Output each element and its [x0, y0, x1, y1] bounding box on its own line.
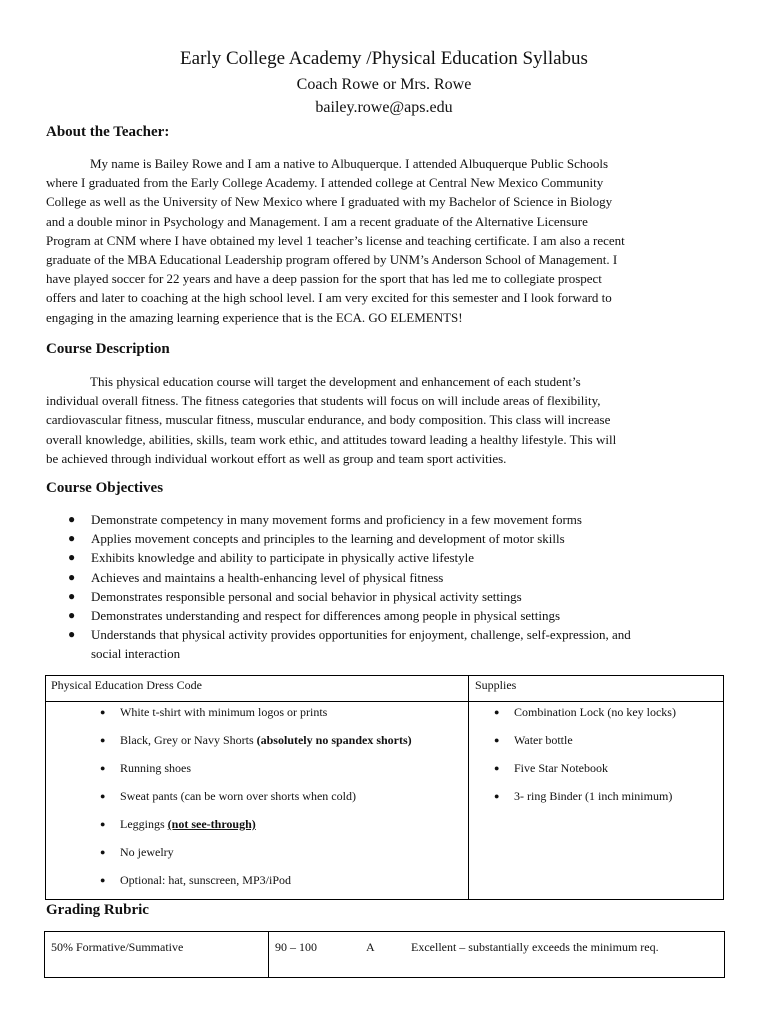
objective-item: ● Achieves and maintains a health-enhancing level of physical fitness [68, 568, 738, 587]
coach-name: Coach Rowe or Mrs. Rowe [296, 76, 472, 93]
bullet-icon: ● [68, 569, 76, 584]
dress-code-item: ● Optional: hat, sunscreen, MP3/iPod [100, 873, 291, 887]
description-paragraph [46, 372, 730, 468]
objective-item: ● Exhibits knowledge and ability to participate in physically active lifestyle [68, 548, 738, 567]
dress-code-item: ● Leggings (not see-through) [100, 817, 256, 831]
about-line: have played soccer for 22 years and have a deep passion for the sport that has led me to collegiate prospect [46, 271, 602, 287]
bullet-icon: ● [68, 627, 76, 642]
objectives-list [68, 510, 738, 664]
dress-code-header: Physical Education Dress Code [51, 678, 202, 692]
dress-code-item: ● Running shoes [100, 761, 192, 775]
bullet-icon: ● [100, 763, 106, 773]
bullet-icon: ● [100, 819, 106, 829]
bullet-icon: ● [68, 550, 76, 565]
description-heading: Course Description [46, 341, 170, 357]
dress-code-item: ● White t-shirt with minimum logos or prints [100, 705, 328, 719]
bullet-icon: ● [100, 791, 106, 801]
bullet-icon: ● [100, 875, 106, 885]
teacher-email: bailey.rowe@aps.edu [315, 99, 453, 116]
objective-item: ● Understands that physical activity provides opportunities for enjoyment, challenge, self-expression, and social interaction [68, 627, 631, 662]
description-line: This physical education course will target the development and enhancement of each student’s [90, 374, 581, 389]
about-line: and a double minor in Psychology and Management. I am a recent graduate of the Alternative Licensure [46, 213, 588, 229]
objective-item: ● Demonstrates understanding and respect for differences among people in physical settings [68, 606, 738, 625]
table-divider [468, 675, 469, 899]
supply-item: ● 3- ring Binder (1 inch minimum) [494, 789, 673, 803]
bullet-icon: ● [494, 791, 500, 801]
objective-item: ● Applies movement concepts and principles to the learning and development of motor skills [68, 529, 738, 548]
dress-code-item: ● Sweat pants (can be worn over shorts when cold) [100, 789, 356, 803]
objective-item: ● Demonstrate competency in many movement forms and proficiency in a few movement forms [68, 510, 738, 529]
dress-code-item: ● Black, Grey or Navy Shorts (absolutely no spandex shorts) [100, 733, 412, 747]
table-divider [268, 931, 269, 977]
about-line: College as well as the University of New Mexico where I graduated with my Bachelor of Science in Biology [46, 194, 613, 210]
about-line: graduate of the MBA Educational Leadership program offered by UNM’s Anderson School of Management. I [46, 252, 618, 268]
supply-item: ● Five Star Notebook [494, 761, 608, 775]
description-line: cardiovascular fitness, muscular fitness, muscular endurance, and body composition. This class will increase [46, 412, 611, 428]
bullet-icon: ● [100, 707, 106, 717]
about-line: Program at CNM where I have obtained my level 1 teacher’s license and teaching certificate. I am also a recent [46, 232, 625, 248]
rubric-range: 90 – 100 [275, 940, 317, 954]
bullet-icon: ● [494, 707, 500, 717]
table-divider [45, 701, 723, 702]
bullet-icon: ● [68, 531, 76, 546]
bullet-icon: ● [68, 588, 76, 603]
about-line: where I graduated from the Early College Academy. I attended college at Central New Mexico Community [46, 175, 604, 191]
objectives-heading: Course Objectives [46, 480, 164, 496]
bullet-icon: ● [100, 847, 106, 857]
bullet-icon: ● [68, 512, 76, 526]
description-line: overall knowledge, abilities, skills, team work ethic, and attitudes toward leading a healthy lifestyle. This will [46, 431, 617, 447]
dress-code-list [100, 704, 412, 900]
bullet-icon: ● [494, 735, 500, 745]
rubric-description: Excellent – substantially exceeds the minimum req. [411, 940, 659, 954]
supplies-list [494, 704, 676, 816]
supply-item: ● Water bottle [494, 733, 573, 747]
bullet-icon: ● [494, 763, 500, 773]
objective-item: ● Demonstrates responsible personal and social behavior in physical activity settings [68, 587, 738, 606]
supply-item: ● Combination Lock (no key locks) [494, 705, 676, 719]
bullet-icon: ● [100, 735, 106, 745]
about-line: engaging in the amazing learning experience that is the ECA. GO ELEMENTS! [46, 309, 463, 325]
about-line: offers and later to coaching at the high school level. I am very excited for this semester and I look forward to [46, 290, 612, 306]
rubric-grade: A [366, 940, 375, 954]
rubric-category: 50% Formative/Summative [51, 940, 184, 954]
description-line: individual overall fitness. The fitness categories that students will focus on will include areas of flexibility, [46, 393, 601, 409]
bullet-icon: ● [68, 608, 76, 623]
dress-code-item: ● No jewelry [100, 845, 174, 859]
rubric-heading: Grading Rubric [46, 902, 149, 918]
supplies-header: Supplies [475, 678, 517, 692]
about-paragraph [46, 154, 730, 327]
page-title: Early College Academy /Physical Education Syllabus [180, 48, 588, 69]
about-line: My name is Bailey Rowe and I am a native to Albuquerque. I attended Albuquerque Public Schools [90, 156, 609, 171]
about-heading: About the Teacher: [46, 124, 170, 140]
description-line: be achieved through individual workout effort as well as group and team sport activities. [46, 450, 507, 466]
